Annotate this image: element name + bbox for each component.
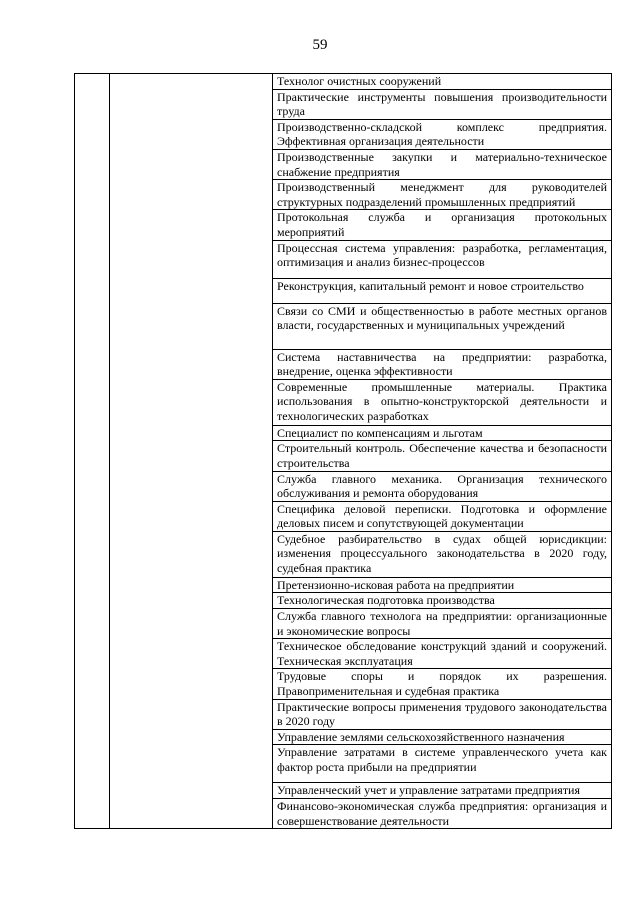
course-title-cell: Практические вопросы применения трудового законодательства в 2020 году [273, 699, 612, 729]
course-title-cell: Производственно-складской комплекс предприятия. Эффективная организация деятельности [273, 119, 612, 149]
course-title-cell: Реконструкция, капитальный ремонт и новое строительство [273, 278, 612, 303]
course-title-cell: Финансово-экономическая служба предприятия: организация и совершенствование деятельности [273, 799, 612, 829]
course-title-cell: Управление землями сельскохозяйственного назначения [273, 729, 612, 745]
page-number: 59 [312, 37, 328, 53]
course-title-cell: Судебное разбирательство в судах общей юрисдикции: изменения процессуального законодательства в 2020 году, судебная практика [273, 531, 612, 577]
course-title-cell: Служба главного технолога на предприятии: организационные и экономические вопросы [273, 609, 612, 639]
course-title-cell: Современные промышленные материалы. Практика использования в опытно-конструкторской деятельности и технологических разработках [273, 379, 612, 425]
course-title-cell: Производственные закупки и материально-техническое снабжение предприятия [273, 149, 612, 179]
course-title-cell: Протокольная служба и организация протокольных мероприятий [273, 210, 612, 240]
course-title-cell: Технологическая подготовка производства [273, 593, 612, 609]
course-table [74, 73, 612, 829]
course-title-cell: Связи со СМИ и общественностью в работе местных органов власти, государственных и муниципальных учреждений [273, 303, 612, 349]
course-title-cell: Специфика деловой переписки. Подготовка и оформление деловых писем и сопутствующей документации [273, 501, 612, 531]
course-title-cell: Процессная система управления: разработка, регламентация, оптимизация и анализ бизнес-процессов [273, 240, 612, 278]
course-title-cell: Система наставничества на предприятии: разработка, внедрение, оценка эффективности [273, 349, 612, 379]
course-title-cell: Претензионно-исковая работа на предприятии [273, 577, 612, 593]
number-column-cell [75, 74, 110, 829]
course-title-cell: Управленческий учет и управление затратами предприятия [273, 783, 612, 799]
course-title-cell: Управление затратами в системе управленческого учета как фактор роста прибыли на предприятии [273, 745, 612, 783]
course-title-cell: Технолог очистных сооружений [273, 74, 612, 90]
course-title-cell: Специалист по компенсациям и льготам [273, 425, 612, 441]
course-table-body [75, 74, 612, 829]
table-row [75, 74, 612, 90]
course-title-cell: Трудовые споры и порядок их разрешения. Правоприменительная и судебная практика [273, 669, 612, 699]
course-title-cell: Техническое обследование конструкций зданий и сооружений. Техническая эксплуатация [273, 639, 612, 669]
course-title-cell: Производственный менеджмент для руководителей структурных подразделений промышленных предприятий [273, 180, 612, 210]
category-column-cell [110, 74, 273, 829]
course-title-cell: Практические инструменты повышения производительности труда [273, 89, 612, 119]
course-title-cell: Строительный контроль. Обеспечение качества и безопасности строительства [273, 441, 612, 471]
course-title-cell: Служба главного механика. Организация технического обслуживания и ремонта оборудования [273, 471, 612, 501]
